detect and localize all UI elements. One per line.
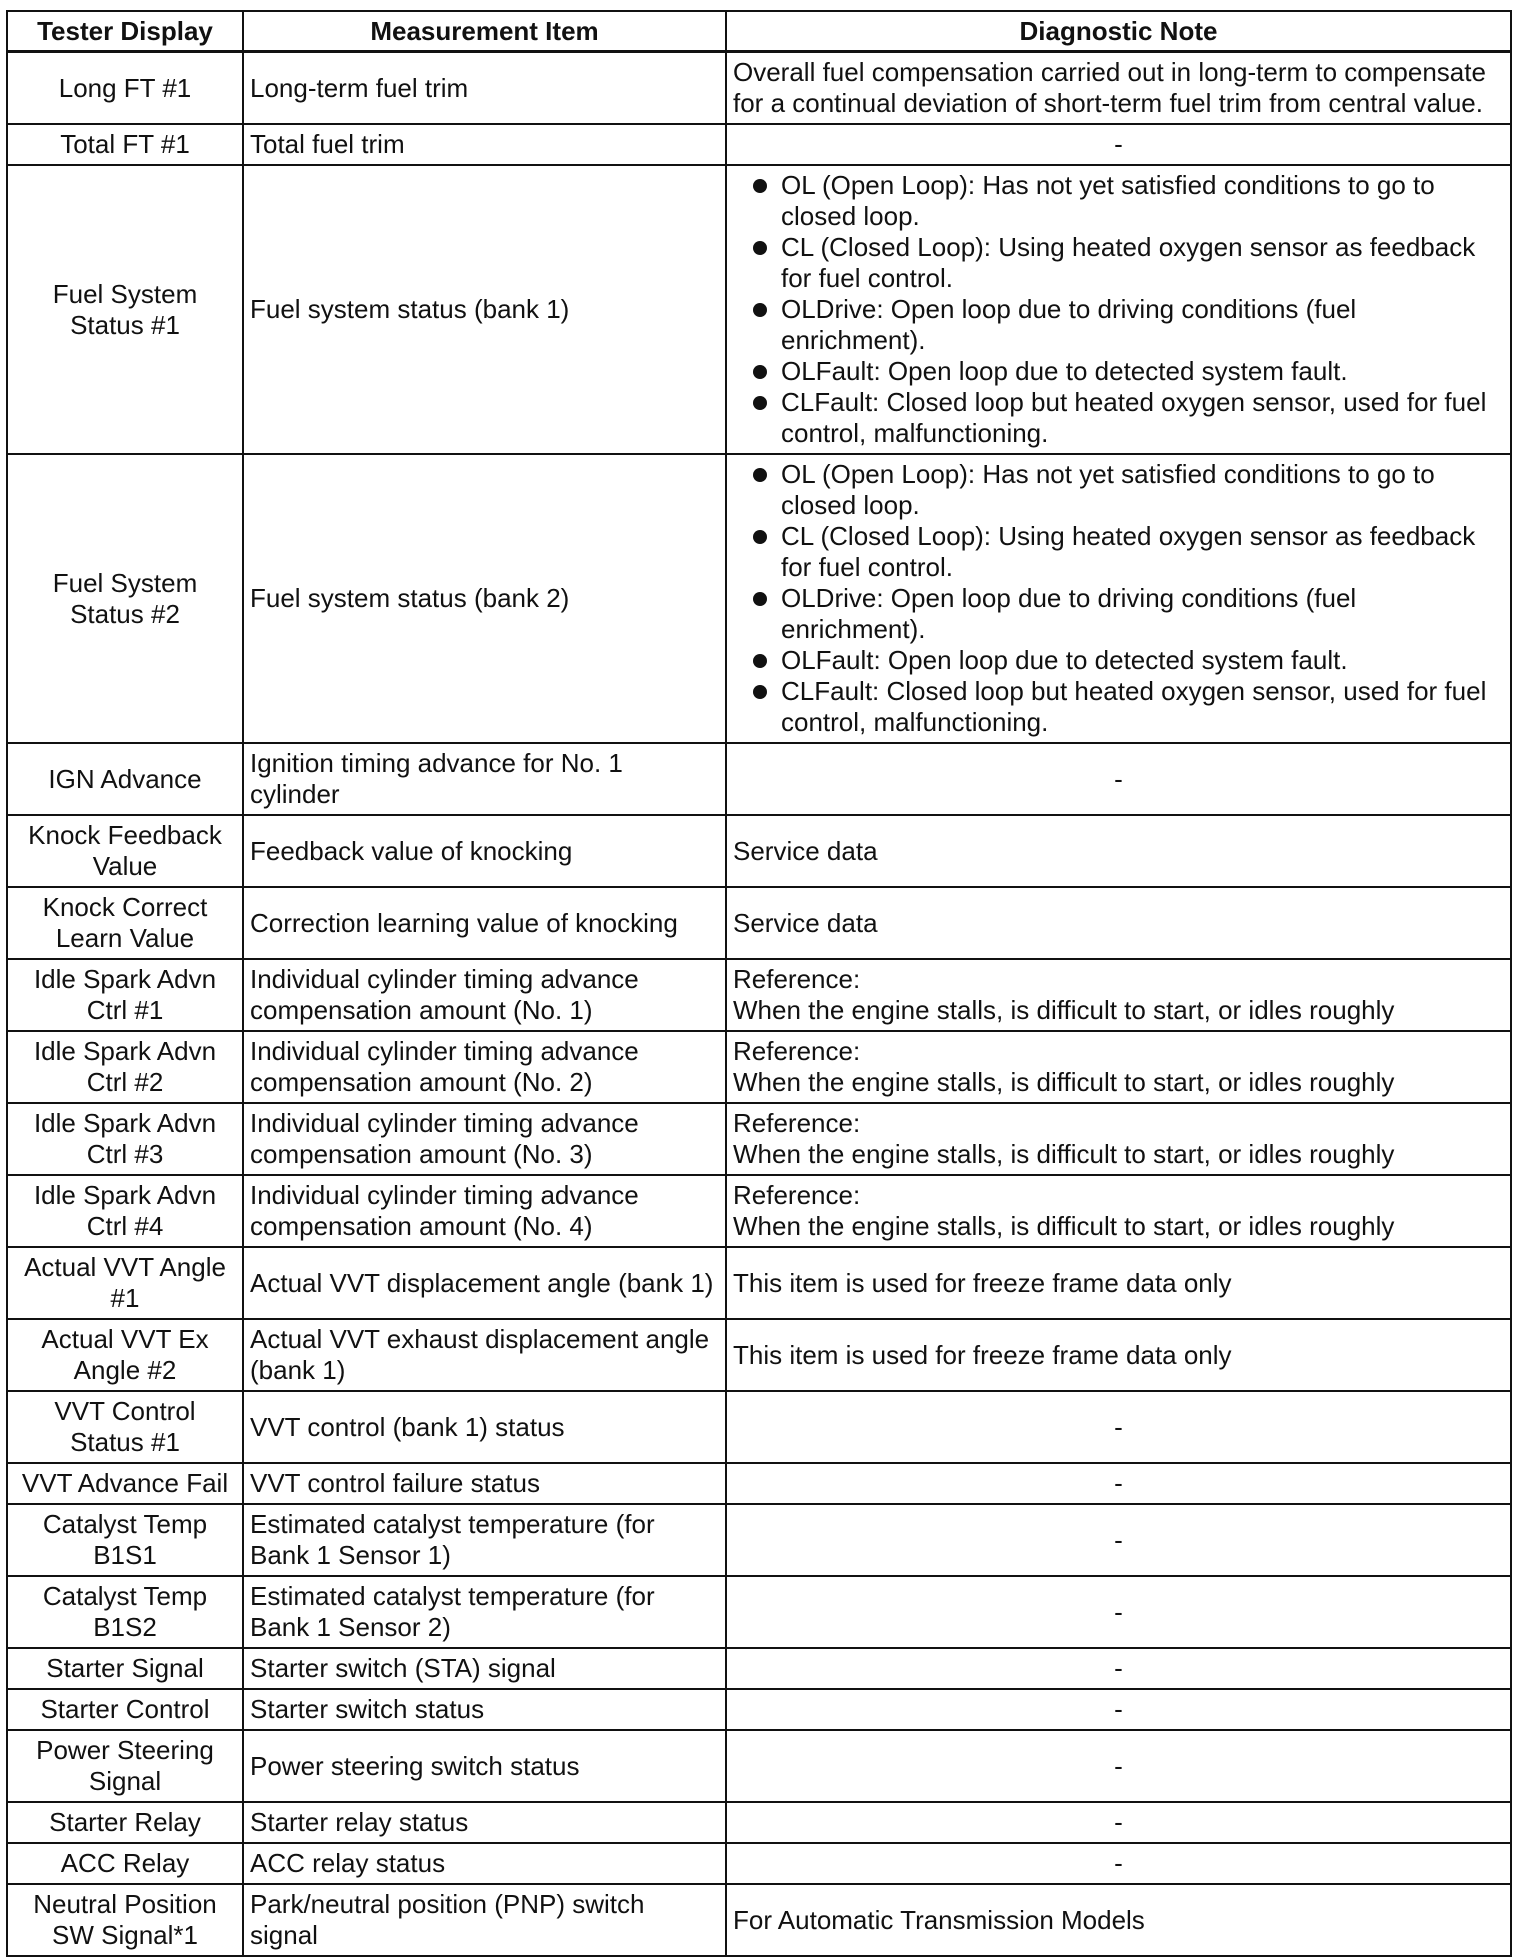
bullet-text: OLDrive: Open loop due to driving conditions (fuel enrichment). — [781, 294, 1357, 355]
diagnostic-note-cell: - — [726, 124, 1511, 165]
tester-display-cell: VVT Advance Fail — [7, 1463, 243, 1504]
bullet-item — [733, 676, 1504, 738]
bullet-dot-icon — [753, 654, 767, 668]
bullet-text: OLFault: Open loop due to detected system fault. — [781, 356, 1348, 386]
table-row — [7, 1730, 1511, 1802]
tester-display-cell: Actual VVT Angle #1 — [7, 1247, 243, 1319]
bullet-text: OL (Open Loop): Has not yet satisfied conditions to go to closed loop. — [781, 170, 1435, 231]
table-row — [7, 743, 1511, 815]
measurement-item-cell: VVT control (bank 1) status — [243, 1391, 726, 1463]
bullet-item — [733, 170, 1504, 232]
bullet-text: CL (Closed Loop): Using heated oxygen sensor as feedback for fuel control. — [781, 521, 1476, 582]
tester-display-cell: ACC Relay — [7, 1843, 243, 1884]
table-row — [7, 1247, 1511, 1319]
tester-display-cell: Idle Spark Advn Ctrl #3 — [7, 1103, 243, 1175]
table-row — [7, 1463, 1511, 1504]
tester-display-cell: Catalyst Temp B1S1 — [7, 1504, 243, 1576]
diagnostic-note-cell: - — [726, 1504, 1511, 1576]
tester-display-cell: Long FT #1 — [7, 52, 243, 125]
measurement-item-cell: Estimated catalyst temperature (for Bank 1 Sensor 2) — [243, 1576, 726, 1648]
diagnostic-note-cell: - — [726, 1463, 1511, 1504]
bullet-text: OLDrive: Open loop due to driving conditions (fuel enrichment). — [781, 583, 1357, 644]
table-row — [7, 1391, 1511, 1463]
measurement-item-cell: Individual cylinder timing advance compensation amount (No. 2) — [243, 1031, 726, 1103]
measurement-item-cell: Fuel system status (bank 1) — [243, 165, 726, 454]
status-bullet-list — [733, 459, 1504, 738]
measurement-item-cell: Park/neutral position (PNP) switch signal — [243, 1884, 726, 1956]
tester-display-cell: Catalyst Temp B1S2 — [7, 1576, 243, 1648]
bullet-dot-icon — [753, 396, 767, 410]
bullet-item — [733, 356, 1504, 387]
tester-display-cell: Knock Correct Learn Value — [7, 887, 243, 959]
diagnostic-note-cell — [726, 454, 1511, 743]
table-row — [7, 1689, 1511, 1730]
tester-display-cell: Neutral Position SW Signal*1 — [7, 1884, 243, 1956]
measurement-item-cell: Long-term fuel trim — [243, 52, 726, 125]
table-row — [7, 1802, 1511, 1843]
measurement-item-cell: Ignition timing advance for No. 1 cylinder — [243, 743, 726, 815]
diagnostic-note-cell — [726, 1031, 1511, 1103]
bullet-dot-icon — [753, 592, 767, 606]
note-line: When the engine stalls, is difficult to start, or idles roughly — [733, 1139, 1395, 1169]
measurement-item-cell: Individual cylinder timing advance compensation amount (No. 4) — [243, 1175, 726, 1247]
diagnostic-note-cell: - — [726, 1391, 1511, 1463]
diagnostic-note-cell: Overall fuel compensation carried out in long-term to compensate for a continual deviation of short-term fuel trim from central value. — [726, 52, 1511, 125]
measurement-item-cell: Actual VVT displacement angle (bank 1) — [243, 1247, 726, 1319]
diagnostic-note-cell: - — [726, 1843, 1511, 1884]
table-row — [7, 1843, 1511, 1884]
diagnostic-note-cell — [726, 1175, 1511, 1247]
note-line: Reference: — [733, 964, 861, 994]
bullet-dot-icon — [753, 303, 767, 317]
measurement-item-cell: ACC relay status — [243, 1843, 726, 1884]
measurement-item-cell: Estimated catalyst temperature (for Bank 1 Sensor 1) — [243, 1504, 726, 1576]
data-list-table — [6, 10, 1512, 1957]
tester-display-cell: Total FT #1 — [7, 124, 243, 165]
bullet-text: OLFault: Open loop due to detected system fault. — [781, 645, 1348, 675]
diagnostic-note-cell: This item is used for freeze frame data only — [726, 1247, 1511, 1319]
note-line: Reference: — [733, 1180, 861, 1210]
header-row — [7, 11, 1511, 52]
tester-display-cell: VVT Control Status #1 — [7, 1391, 243, 1463]
table-row — [7, 1576, 1511, 1648]
measurement-item-cell: Starter switch (STA) signal — [243, 1648, 726, 1689]
tester-display-cell: Starter Signal — [7, 1648, 243, 1689]
bullet-item — [733, 459, 1504, 521]
measurement-item-cell: Power steering switch status — [243, 1730, 726, 1802]
diagnostic-note-cell: - — [726, 1730, 1511, 1802]
bullet-item — [733, 645, 1504, 676]
tester-display-cell: IGN Advance — [7, 743, 243, 815]
measurement-item-cell: Starter relay status — [243, 1802, 726, 1843]
diagnostic-note-cell: Service data — [726, 815, 1511, 887]
diagnostic-note-cell: - — [726, 1576, 1511, 1648]
table-row — [7, 1031, 1511, 1103]
header-diagnostic-note: Diagnostic Note — [726, 11, 1511, 52]
table-row — [7, 52, 1511, 125]
measurement-item-cell: Total fuel trim — [243, 124, 726, 165]
table-row — [7, 1319, 1511, 1391]
table-row — [7, 887, 1511, 959]
tester-display-cell: Idle Spark Advn Ctrl #2 — [7, 1031, 243, 1103]
note-line: When the engine stalls, is difficult to start, or idles roughly — [733, 1067, 1395, 1097]
tester-display-cell: Power Steering Signal — [7, 1730, 243, 1802]
table-row — [7, 1648, 1511, 1689]
bullet-item — [733, 294, 1504, 356]
table-row — [7, 124, 1511, 165]
table-row — [7, 1175, 1511, 1247]
diagnostic-note-cell: - — [726, 743, 1511, 815]
measurement-item-cell: Fuel system status (bank 2) — [243, 454, 726, 743]
bullet-dot-icon — [753, 685, 767, 699]
table-row — [7, 1884, 1511, 1956]
diagnostic-note-cell: - — [726, 1802, 1511, 1843]
tester-display-cell: Starter Control — [7, 1689, 243, 1730]
note-line: Reference: — [733, 1108, 861, 1138]
measurement-item-cell: Actual VVT exhaust displacement angle (bank 1) — [243, 1319, 726, 1391]
bullet-text: OL (Open Loop): Has not yet satisfied conditions to go to closed loop. — [781, 459, 1435, 520]
bullet-text: CLFault: Closed loop but heated oxygen sensor, used for fuel control, malfunctioning. — [781, 676, 1487, 737]
header-measurement-item: Measurement Item — [243, 11, 726, 52]
bullet-item — [733, 583, 1504, 645]
note-line: When the engine stalls, is difficult to start, or idles roughly — [733, 1211, 1395, 1241]
table-row — [7, 815, 1511, 887]
header-tester-display: Tester Display — [7, 11, 243, 52]
bullet-item — [733, 387, 1504, 449]
bullet-dot-icon — [753, 365, 767, 379]
tester-display-cell: Knock Feedback Value — [7, 815, 243, 887]
bullet-dot-icon — [753, 241, 767, 255]
diagnostic-note-cell: - — [726, 1689, 1511, 1730]
bullet-item — [733, 232, 1504, 294]
table-body — [7, 52, 1511, 1957]
measurement-item-cell: Feedback value of knocking — [243, 815, 726, 887]
table-row — [7, 454, 1511, 743]
diagnostic-note-cell: This item is used for freeze frame data only — [726, 1319, 1511, 1391]
measurement-item-cell: Starter switch status — [243, 1689, 726, 1730]
tester-display-cell: Idle Spark Advn Ctrl #1 — [7, 959, 243, 1031]
bullet-item — [733, 521, 1504, 583]
tester-display-cell: Actual VVT Ex Angle #2 — [7, 1319, 243, 1391]
measurement-item-cell: Correction learning value of knocking — [243, 887, 726, 959]
bullet-dot-icon — [753, 179, 767, 193]
table-row — [7, 165, 1511, 454]
diagnostic-note-cell: For Automatic Transmission Models — [726, 1884, 1511, 1956]
measurement-item-cell: VVT control failure status — [243, 1463, 726, 1504]
note-line: When the engine stalls, is difficult to start, or idles roughly — [733, 995, 1395, 1025]
diagnostic-note-cell: Service data — [726, 887, 1511, 959]
tester-display-cell: Starter Relay — [7, 1802, 243, 1843]
status-bullet-list — [733, 170, 1504, 449]
table-row — [7, 1103, 1511, 1175]
measurement-item-cell: Individual cylinder timing advance compensation amount (No. 1) — [243, 959, 726, 1031]
note-line: Reference: — [733, 1036, 861, 1066]
diagnostic-note-cell — [726, 959, 1511, 1031]
diagnostic-note-cell — [726, 1103, 1511, 1175]
diagnostic-note-cell — [726, 165, 1511, 454]
measurement-item-cell: Individual cylinder timing advance compensation amount (No. 3) — [243, 1103, 726, 1175]
table-row — [7, 959, 1511, 1031]
diagnostic-note-cell: - — [726, 1648, 1511, 1689]
bullet-text: CL (Closed Loop): Using heated oxygen sensor as feedback for fuel control. — [781, 232, 1476, 293]
tester-display-cell: Fuel System Status #1 — [7, 165, 243, 454]
bullet-text: CLFault: Closed loop but heated oxygen sensor, used for fuel control, malfunctioning. — [781, 387, 1487, 448]
tester-display-cell: Idle Spark Advn Ctrl #4 — [7, 1175, 243, 1247]
bullet-dot-icon — [753, 468, 767, 482]
bullet-dot-icon — [753, 530, 767, 544]
tester-display-cell: Fuel System Status #2 — [7, 454, 243, 743]
table-row — [7, 1504, 1511, 1576]
